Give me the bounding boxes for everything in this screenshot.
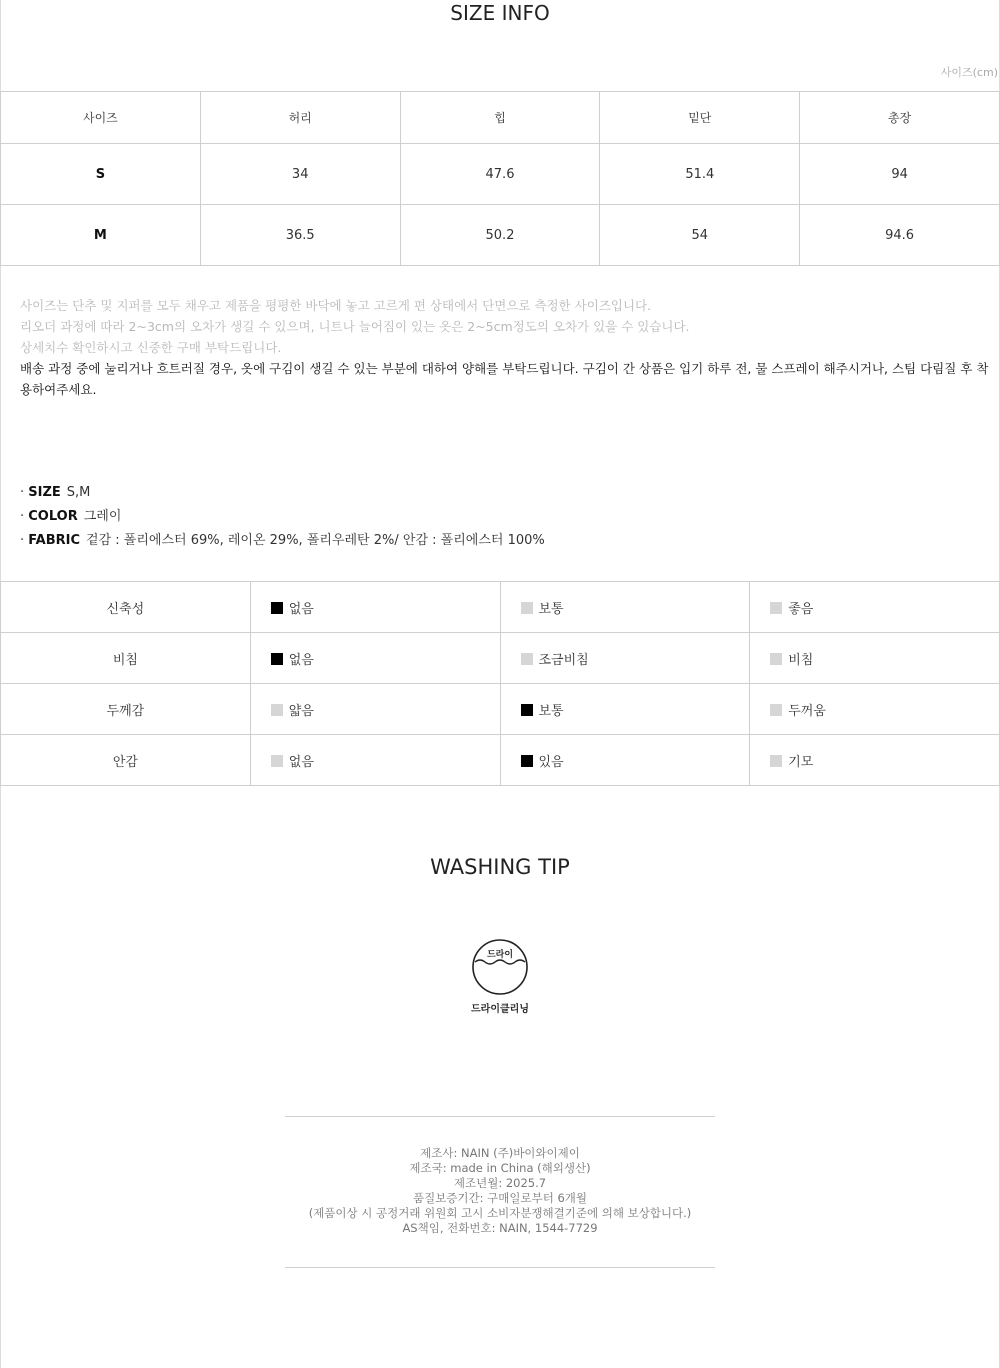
size-table-header (1, 92, 1000, 144)
feel-option-label: 두꺼움 (788, 703, 826, 719)
divider (285, 1267, 715, 1268)
note-shipping: 배송 과정 중에 눌리거나 흐트러질 경우, 옷에 구김이 생길 수 있는 부분에 대하여 양해를 부탁드립니다. 구김이 간 상품은 입기 하루 전, 물 스프레이 해주시거나, 스팀 다림질 후 착용하여주세요. (20, 361, 989, 397)
size-notes (20, 295, 995, 400)
spec-bullet: · (20, 533, 29, 548)
footer-line: AS책임, 전화번호: NAIN, 1544-7729 (402, 1221, 598, 1235)
washing-caption: 드라이클리닝 (471, 1004, 529, 1015)
feel-option (250, 684, 500, 735)
feel-option (750, 735, 1000, 786)
checkbox-square-icon (271, 602, 283, 614)
feel-option (500, 735, 750, 786)
note-line: 리오더 과정에 따라 2~3cm의 오차가 생길 수 있으며, 니트나 늘어짐이 있는 옷은 2~5cm정도의 오차가 있을 수 있습니다. (20, 319, 690, 334)
spec-value: 그레이 (83, 509, 122, 524)
fabric-feel-table (0, 581, 1000, 786)
checkbox-square-icon (521, 653, 533, 665)
spec-value: 겉감 : 폴리에스터 69%, 레이온 29%, 폴리우레탄 2%/ 안감 : 폴리에스터 100% (86, 533, 545, 548)
feel-option-label: 보통 (538, 703, 564, 719)
checkbox-square-icon (521, 704, 533, 716)
feel-row-sheer (1, 633, 1000, 684)
feel-row-thickness (1, 684, 1000, 735)
washing-tip-title: WASHING TIP (430, 855, 570, 879)
size-cell: 34 (200, 144, 400, 205)
feel-option-label: 없음 (288, 754, 314, 770)
feel-option (750, 582, 1000, 633)
feel-option-label: 기모 (788, 754, 814, 770)
footer-line: 제조년월: 2025.7 (453, 1176, 547, 1190)
checkbox-square-icon (770, 653, 782, 665)
size-table (0, 91, 1000, 266)
size-header-cell: 사이즈 (1, 92, 201, 144)
size-header-cell: 허리 (200, 92, 400, 144)
checkbox-square-icon (521, 602, 533, 614)
spec-key: FABRIC (28, 533, 81, 548)
spec-bullet: · (20, 509, 29, 524)
feel-option-label: 비침 (788, 652, 814, 668)
spec-color (20, 505, 545, 529)
size-unit-label: 사이즈(cm) (940, 66, 998, 79)
feel-option-label: 좋음 (788, 601, 814, 617)
size-cell: 51.4 (600, 144, 800, 205)
feel-option (500, 582, 750, 633)
footer-line: 제조사: NAIN (주)바이와이제이 (420, 1146, 580, 1160)
checkbox-square-icon (770, 755, 782, 767)
feel-option-label: 없음 (288, 601, 314, 617)
size-header-cell: 힙 (400, 92, 600, 144)
size-header-cell: 밑단 (600, 92, 800, 144)
checkbox-square-icon (521, 755, 533, 767)
feel-option-label: 있음 (538, 754, 564, 770)
checkbox-square-icon (271, 704, 283, 716)
spec-bullet: · (20, 485, 29, 500)
checkbox-square-icon (271, 755, 283, 767)
size-table-row (1, 144, 1000, 205)
dry-clean-icon-label: 드라이 (486, 950, 514, 960)
size-table-row (1, 205, 1000, 266)
footer-line: (제품이상 시 공정거래 위원회 고시 소비자분쟁해결기준에 의해 보상합니다.) (308, 1206, 692, 1220)
checkbox-square-icon (271, 653, 283, 665)
feel-option (750, 633, 1000, 684)
divider (285, 1116, 715, 1117)
feel-option-label: 보통 (538, 601, 564, 617)
checkbox-square-icon (770, 602, 782, 614)
feel-option (500, 684, 750, 735)
spec-fabric (20, 529, 545, 553)
feel-label: 안감 (1, 735, 251, 786)
feel-option (750, 684, 1000, 735)
size-cell: S (1, 144, 201, 205)
feel-option-label: 없음 (288, 652, 314, 668)
feel-option (500, 633, 750, 684)
size-cell: 47.6 (400, 144, 600, 205)
size-header-cell: 총장 (800, 92, 1000, 144)
checkbox-square-icon (770, 704, 782, 716)
feel-label: 비침 (1, 633, 251, 684)
feel-option (250, 582, 500, 633)
size-cell: 94 (800, 144, 1000, 205)
size-cell: 94.6 (800, 205, 1000, 266)
feel-row-stretch (1, 582, 1000, 633)
size-cell: 54 (600, 205, 800, 266)
spec-key: COLOR (28, 509, 78, 524)
feel-label: 신축성 (1, 582, 251, 633)
spec-key: SIZE (28, 485, 61, 500)
dry-clean-icon (470, 937, 530, 997)
feel-row-lining (1, 735, 1000, 786)
spec-value: S,M (66, 485, 91, 500)
size-cell: 50.2 (400, 205, 600, 266)
feel-option-label: 조금비침 (538, 652, 589, 668)
size-cell: 36.5 (200, 205, 400, 266)
product-specs (20, 481, 545, 553)
note-line: 사이즈는 단추 및 지퍼를 모두 채우고 제품을 평평한 바닥에 놓고 고르게 편 상태에서 단면으로 측정한 사이즈입니다. (20, 298, 652, 313)
product-info-footer (0, 1146, 1000, 1236)
feel-label: 두께감 (1, 684, 251, 735)
feel-option-label: 얇음 (288, 703, 314, 719)
note-line: 상세치수 확인하시고 신중한 구매 부탁드립니다. (20, 340, 282, 355)
footer-line: 제조국: made in China (해외생산) (409, 1161, 591, 1175)
size-cell: M (1, 205, 201, 266)
size-info-title: SIZE INFO (450, 1, 550, 25)
feel-option (250, 633, 500, 684)
spec-size (20, 481, 545, 505)
feel-option (250, 735, 500, 786)
footer-line: 품질보증기간: 구매일로부터 6개월 (412, 1191, 588, 1205)
